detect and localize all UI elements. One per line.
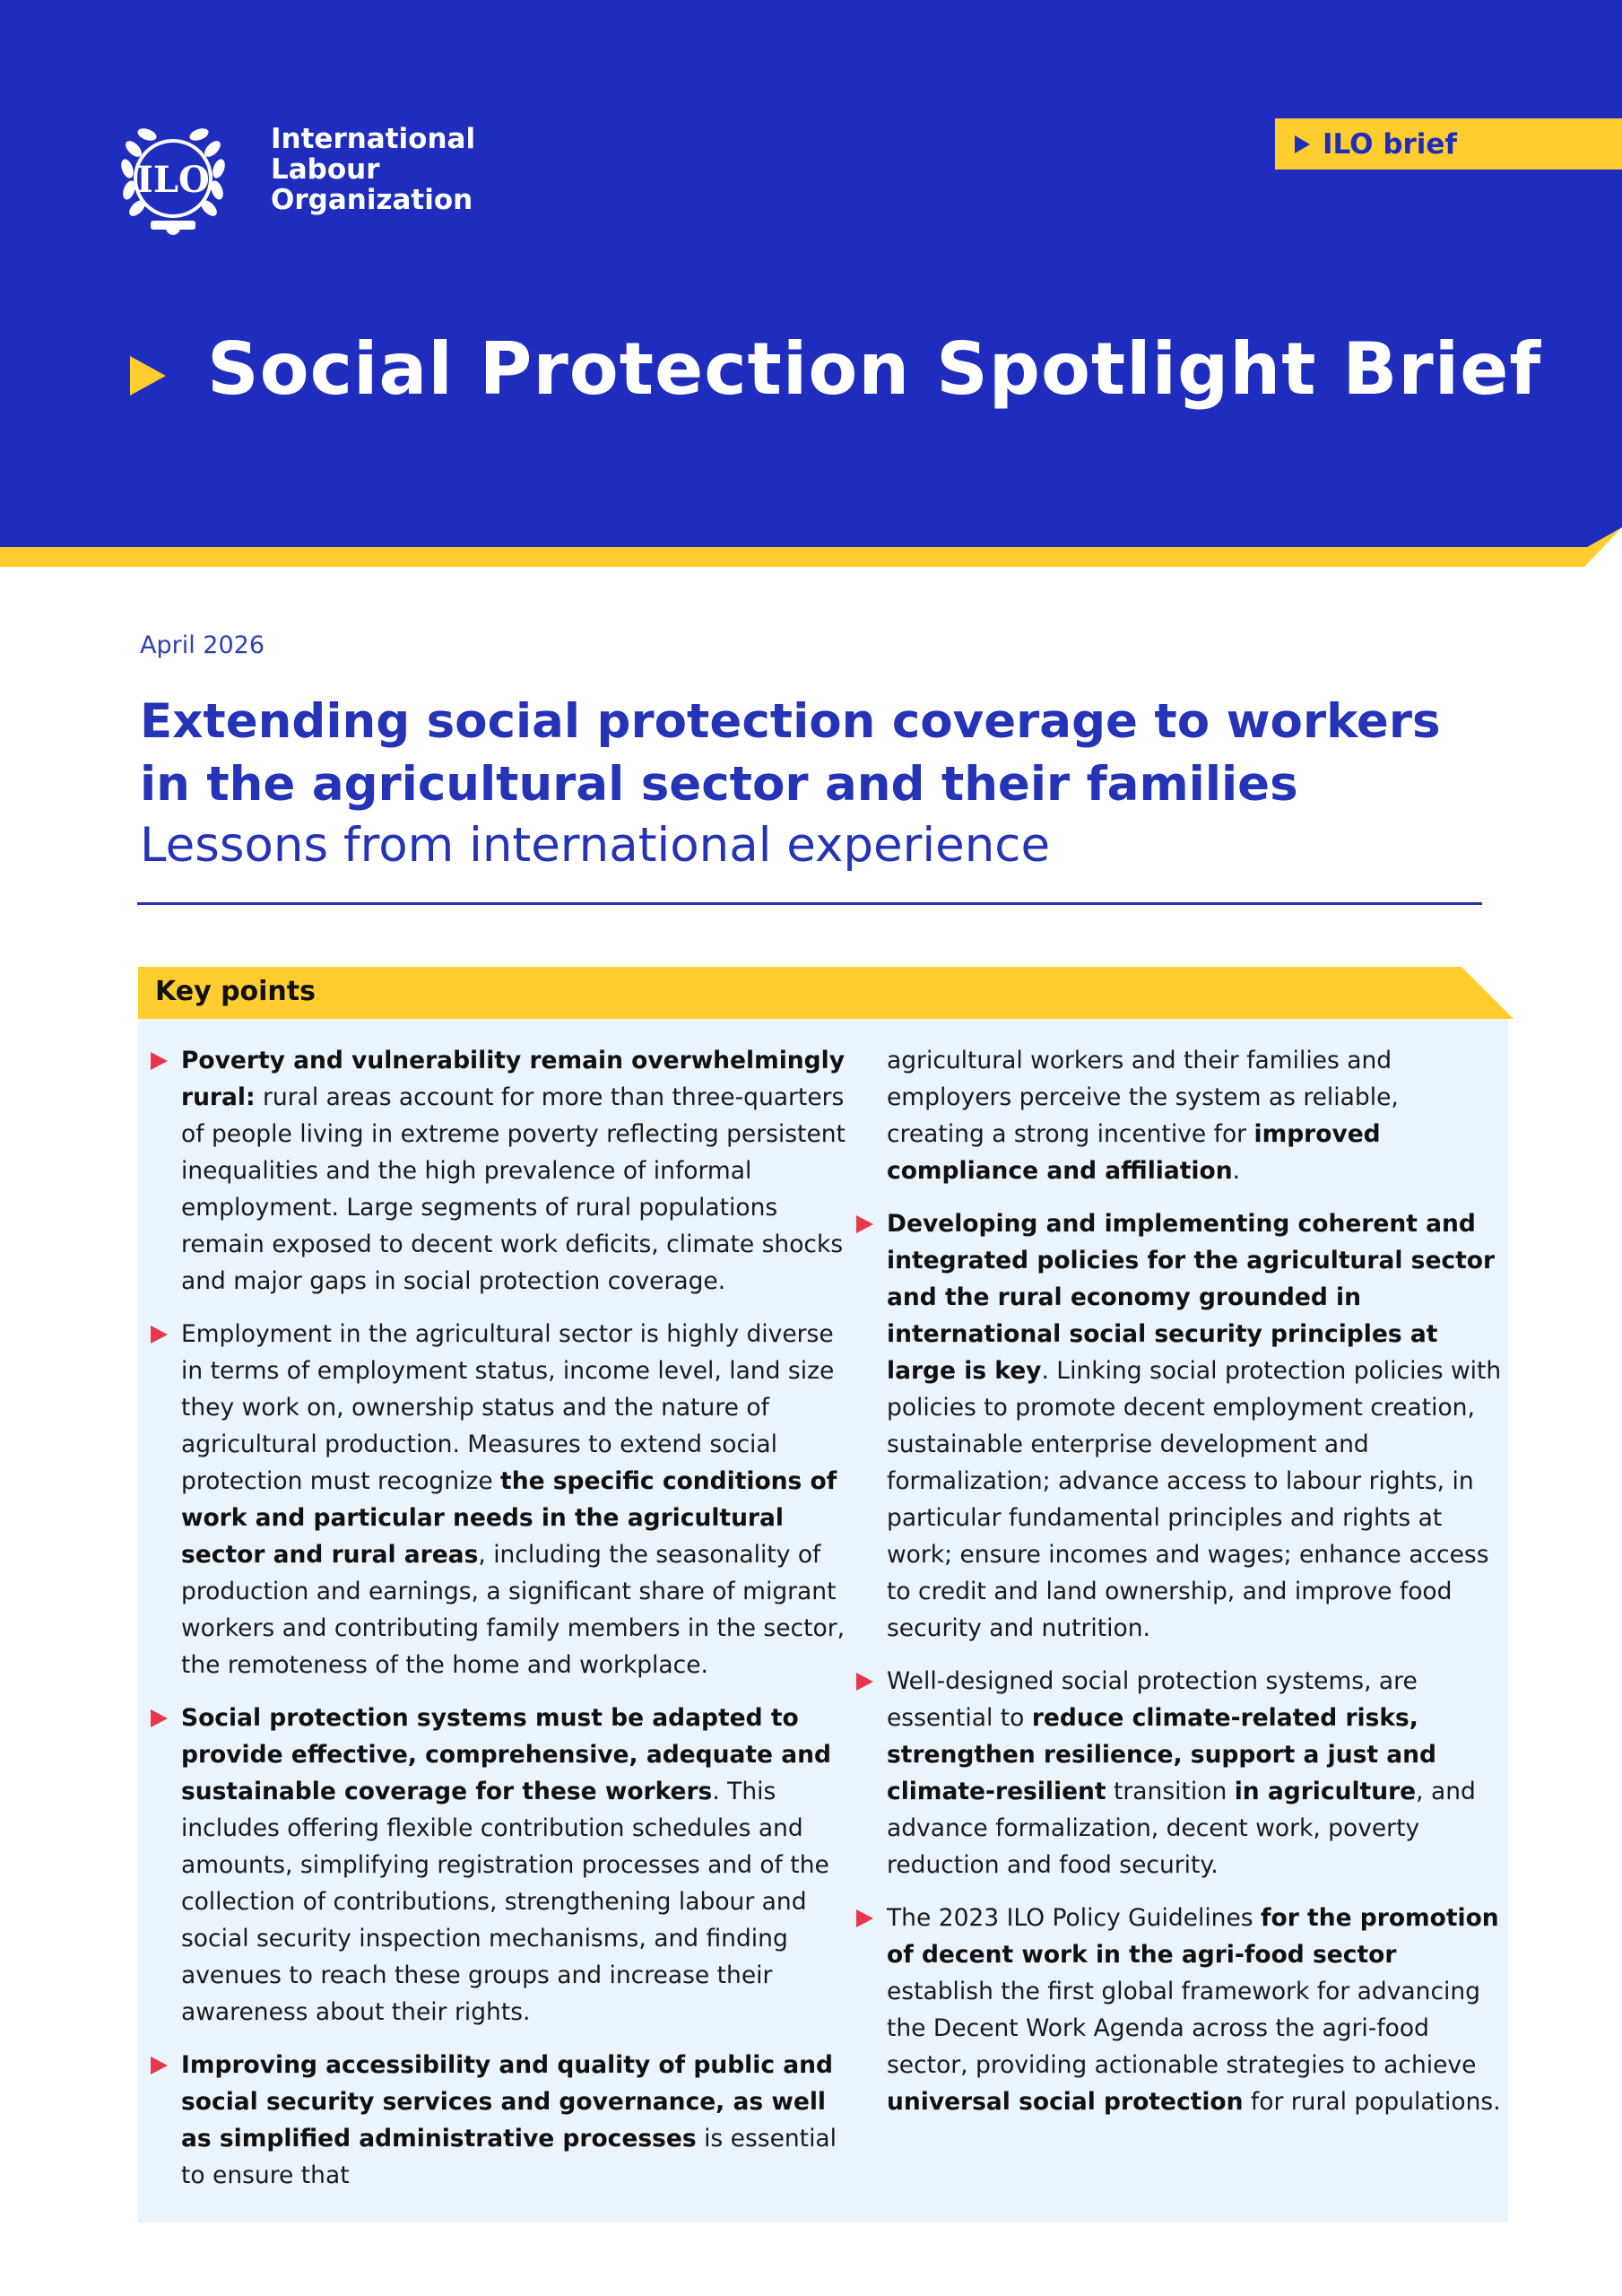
key-point-emphasis: the specific conditions of work and particular needs in the agricultural sector and rural areas xyxy=(181,1467,837,1569)
bullet-triangle-icon xyxy=(151,1052,168,1070)
svg-text:ILO: ILO xyxy=(136,159,210,201)
key-point-text: . Linking social protection policies with policies to promote decent employment creation, sustainable enterprise development and formalization; advance access to labour rights, in particular fundamental principles and rights at work; ensure incomes and wages; enhance access to credit and land ownership, and improve food security and nutrition. xyxy=(887,1357,1502,1642)
bullet-triangle-icon xyxy=(856,1673,873,1691)
bullet-triangle-icon xyxy=(856,1215,873,1233)
key-point-emphasis: Social protection systems must be adapted to provide effective, comprehensive, adequate and sustainable coverage for these workers xyxy=(181,1704,831,1805)
bullet-triangle-icon xyxy=(151,2057,168,2074)
key-point-text: Well-designed social protection systems, are essential to xyxy=(887,1667,1418,1732)
key-point-text: agricultural workers and their families and employers perceive the system as reliable, creating a strong incentive for xyxy=(887,1047,1399,1148)
org-name-line-3: Organization xyxy=(271,184,473,216)
bullet-triangle-icon xyxy=(151,1326,168,1344)
key-point-text: The 2023 ILO Policy Guidelines xyxy=(887,1904,1262,1932)
key-point-continuation xyxy=(887,1042,1502,1189)
title-triangle-icon xyxy=(130,356,166,396)
key-point-emphasis: reduce climate-related risks, strengthen resilience, support a just and climate-resilient xyxy=(887,1704,1436,1805)
key-point-item xyxy=(151,1316,850,1683)
bullet-triangle-icon xyxy=(151,1709,168,1727)
document-subtitle: Lessons from international experience xyxy=(140,818,1051,873)
key-point-item xyxy=(151,1042,850,1300)
key-point-text: , including the seasonality of production and earnings, a significant share of migrant workers and contributing family members in the sector, the remoteness of the home and workplace. xyxy=(181,1541,846,1679)
ilo-emblem-icon xyxy=(109,115,237,242)
ilo-brief-tag xyxy=(1275,118,1622,170)
key-point-text: . This includes offering flexible contribution schedules and amounts, simplifying registration processes and of the collection of contributions, strengthening labour and social security inspection mechanisms, and finding avenues to reach these groups and increase their awareness about their rights. xyxy=(181,1778,829,2026)
series-title-text: Social Protection Spotlight Brief xyxy=(207,327,1542,411)
key-point-text: for rural populations. xyxy=(1243,2088,1501,2116)
key-point-emphasis: universal social protection xyxy=(887,2088,1244,2116)
key-points-column-right xyxy=(856,1042,1502,2136)
organization-name xyxy=(271,124,475,215)
title-line-1: Extending social protection coverage to workers xyxy=(140,694,1441,749)
play-triangle-icon xyxy=(1295,135,1310,153)
document-title xyxy=(140,691,1485,816)
key-points-column-left xyxy=(151,1042,850,2210)
key-point-text: transition xyxy=(1106,1778,1235,1805)
ilo-logo xyxy=(109,115,237,242)
key-points-heading: Key points xyxy=(155,976,316,1007)
bullet-triangle-icon xyxy=(856,1909,873,1927)
series-title xyxy=(130,327,1541,411)
brief-tag-label: ILO brief xyxy=(1323,127,1457,161)
publication-date: April 2026 xyxy=(140,631,265,659)
org-name-line-2: Labour xyxy=(271,153,380,186)
key-point-item xyxy=(856,1663,1502,1883)
key-point-text: establish the first global framework for advancing the Decent Work Agenda across the agri-food sector, providing actionable strategies to achieve xyxy=(887,1978,1480,2079)
key-point-item xyxy=(151,1700,850,2031)
key-points-header-bar xyxy=(138,967,1514,1019)
header-band xyxy=(0,0,1622,569)
key-point-text: is essential to ensure that xyxy=(181,2125,837,2189)
key-point-emphasis: in agriculture xyxy=(1234,1778,1417,1805)
key-point-emphasis: Improving accessibility and quality of public and social security services and governance, as well as simplified administrative processes xyxy=(181,2051,834,2152)
key-point-text: , and advance formalization, decent work, poverty reduction and food security. xyxy=(887,1778,1476,1879)
header-background xyxy=(0,0,1622,569)
key-point-text: . xyxy=(1232,1157,1241,1185)
key-point-item xyxy=(151,2047,850,2194)
key-point-text: Employment in the agricultural sector is highly diverse in terms of employment status, income level, land size they work on, ownership status and the nature of agricultural production. Measures to extend social protection must recognize xyxy=(181,1320,835,1495)
title-line-2: in the agricultural sector and their families xyxy=(140,757,1298,812)
title-divider xyxy=(137,902,1482,905)
org-name-line-1: International xyxy=(271,123,476,155)
key-point-text: rural areas account for more than three-quarters of people living in extreme poverty reflecting persistent inequalities and the high prevalence of informal employment. Large segments of rural populations remain exposed to decent work deficits, climate shocks and major gaps in social protection coverage. xyxy=(181,1083,846,1295)
key-point-item xyxy=(856,1900,1502,2120)
key-point-emphasis: improved compliance and affiliation xyxy=(887,1120,1381,1185)
key-point-emphasis: Poverty and vulnerability remain overwhelmingly rural: xyxy=(181,1047,845,1111)
key-point-emphasis: Developing and implementing coherent and integrated policies for the agricultural sector and the rural economy grounded in international social security principles at large is key xyxy=(887,1210,1496,1385)
key-point-item xyxy=(856,1205,1502,1647)
key-point-emphasis: for the promotion of decent work in the agri-food sector xyxy=(887,1904,1499,1969)
